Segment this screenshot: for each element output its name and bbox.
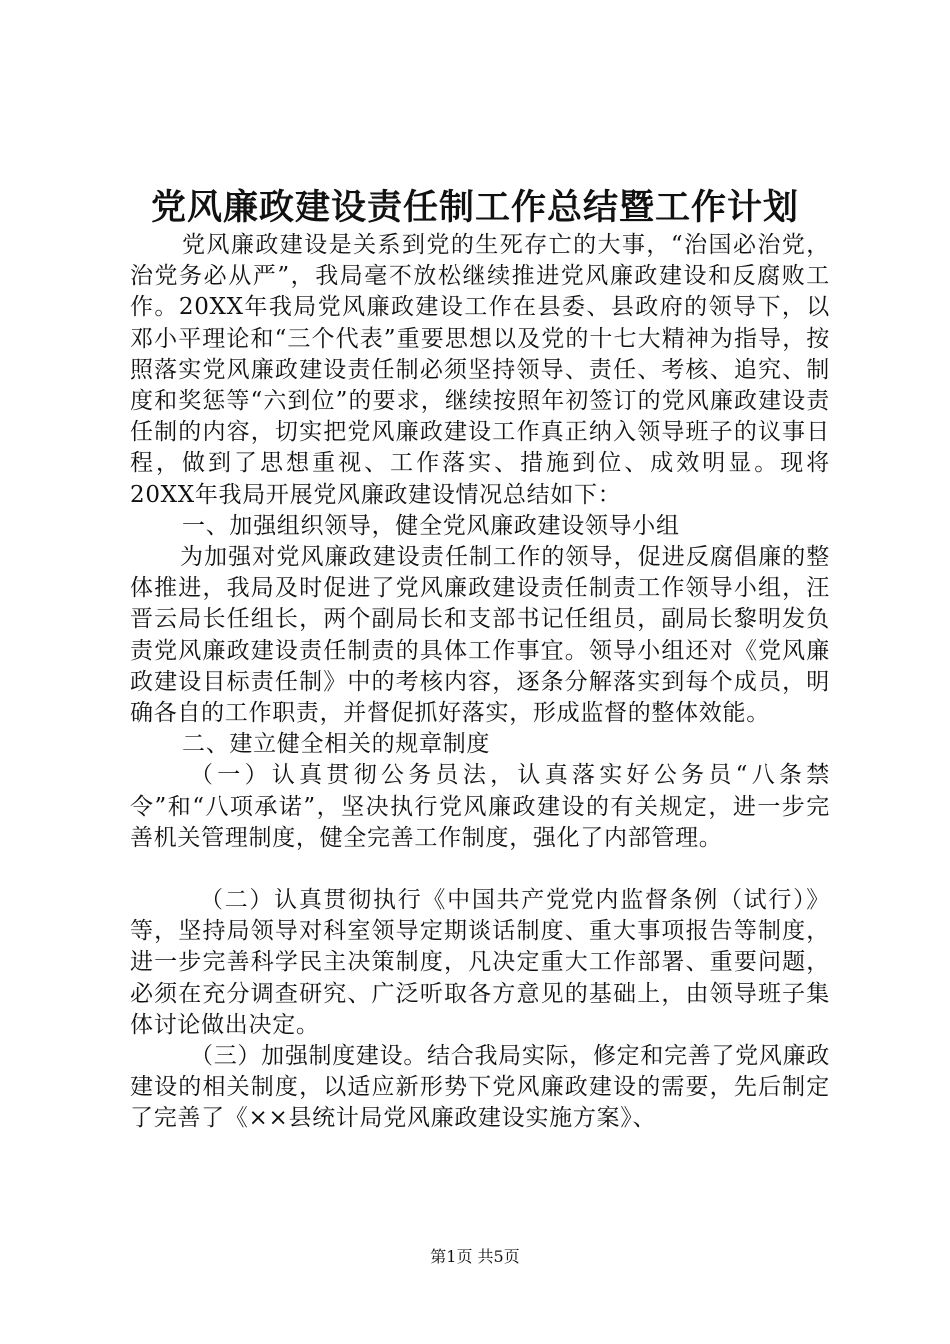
section-heading-1: 一、加强组织领导，健全党风廉政建设领导小组 xyxy=(182,512,680,539)
paragraph-item-3: （三）加强制度建设。结合我局实际，修定和完善了党风廉政建设的相关制度，以适应新形势下党风廉政建设的需要，先后制定了完善了《××县统计局党风廉政建设实施方案》、 xyxy=(130,1043,830,1132)
paragraph-intro: 党风廉政建设是关系到党的生死存亡的大事，“治国必治党，治党务必从严”，我局毫不放松继续推进党风廉政建设和反腐败工作。20XX年我局党风廉政建设工作在县委、县政府的领导下，以邓小平理论和“三个代表”重要思想以及党的十七大精神为指导，按照落实党风廉政建设责任制必须坚持领导、责任、考核、追究、制度和奖惩等“六到位”的要求，继续按照年初签订的党风廉政建设责任制的内容，切实把党风廉政建设工作真正纳入领导班子的议事日程，做到了思想重视、工作落实、措施到位、成效明显。现将20XX年我局开展党风廉政建设情况总结如下： xyxy=(130,232,830,508)
paragraph-item-1: （一）认真贯彻公务员法，认真落实好公务员“八条禁令”和“八项承诺”，坚决执行党风廉政建设的有关规定，进一步完善机关管理制度，健全完善工作制度，强化了内部管理。 xyxy=(130,762,830,851)
document-body xyxy=(130,230,830,1135)
paragraph-item-2: （二）认真贯彻执行《中国共产党党内监督条例（试行）》等，坚持局领导对科室领导定期谈话制度、重大事项报告等制度，进一步完善科学民主决策制度，凡决定重大工作部署、重要问题，必须在充分调查研究、广泛听取各方意见的基础上，由领导班子集体讨论做出决定。 xyxy=(130,887,830,1038)
section-heading-2: 二、建立健全相关的规章制度 xyxy=(182,731,491,758)
paragraph-spacer xyxy=(130,854,830,885)
document-title: 党风廉政建设责任制工作总结暨工作计划 xyxy=(150,188,799,228)
page-footer: 第1页 共5页 xyxy=(430,1247,520,1266)
paragraph-section-1: 为加强对党风廉政建设责任制工作的领导，促进反腐倡廉的整体推进，我局及时促进了党风廉政建设责任制责工作领导小组，汪晋云局长任组长，两个副局长和支部书记任组员，副局长黎明发负责党风廉政建设责任制责的具体工作事宜。领导小组还对《党风廉政建设目标责任制》中的考核内容，逐条分解落实到每个成员，明确各自的工作职责，并督促抓好落实，形成监督的整体效能。 xyxy=(130,544,830,727)
